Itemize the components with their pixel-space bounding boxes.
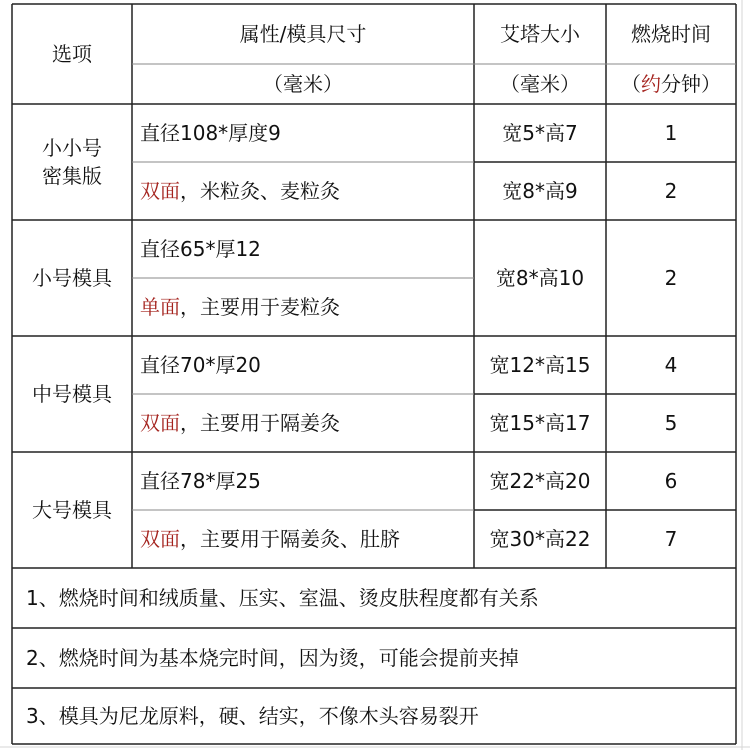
usage-cell [132,510,474,568]
header-property-unit [132,64,474,104]
moxa-size-text: 宽22*高20 [489,469,591,493]
option-name-line1: 小小号 [42,136,102,160]
usage-cell [132,394,474,452]
burn-time-cell [606,510,736,568]
option-name: 大号模具 [32,498,112,522]
option-cell-xxs [12,104,132,220]
header-burn-time-text: 燃烧时间 [631,22,711,46]
spec-cell [132,452,474,510]
header-burn-time-unit [606,64,736,104]
burn-time-cell [606,336,736,394]
header-burn-time-approx: 约 [641,72,661,96]
moxa-size-text: 宽15*高17 [489,411,591,435]
note-text: 3、模具为尼龙原料，硬、结实，不像木头容易裂开 [26,704,479,728]
header-moxa-size-unit [474,64,606,104]
side-type-label: 单面 [140,295,180,319]
usage-cell [132,278,474,336]
note-row [12,568,736,628]
usage-cell [132,162,474,220]
moxa-size-cell [474,510,606,568]
side-type-label: 双面 [140,179,180,203]
option-name: 小号模具 [32,266,112,290]
header-moxa-size [474,4,606,64]
header-option [12,4,132,104]
option-cell-large [12,452,132,568]
moxa-size-cell [474,104,606,162]
header-moxa-size-text: 艾塔大小 [500,22,580,46]
usage-text: ，主要用于麦粒灸 [180,295,340,319]
burn-time-cell [606,220,736,336]
moxa-size-text: 宽5*高7 [502,121,578,145]
burn-time-text: 1 [664,121,678,145]
moxa-size-cell [474,336,606,394]
side-type-label: 双面 [140,411,180,435]
header-property-text: 属性/模具尺寸 [239,22,367,46]
moxa-size-cell [474,162,606,220]
moxa-size-cell [474,220,606,336]
header-burn-time-minutes: 分钟） [661,72,721,96]
burn-time-cell [606,452,736,510]
spec-text: 直径65*厚12 [140,237,261,261]
option-name: 中号模具 [32,382,112,406]
header-property [132,4,474,64]
moxa-size-cell [474,452,606,510]
note-text: 1、燃烧时间和绒质量、压实、室温、烫皮肤程度都有关系 [26,586,539,610]
burn-time-cell [606,394,736,452]
note-text: 2、燃烧时间为基本烧完时间，因为烫，可能会提前夹掉 [26,646,519,670]
burn-time-text: 7 [664,527,678,551]
spec-cell [132,220,474,278]
spec-text: 直径108*厚度9 [140,121,281,145]
header-property-unit-text: （毫米） [263,72,343,96]
moxa-size-text: 宽12*高15 [489,353,591,377]
burn-time-text: 5 [664,411,678,435]
header-moxa-size-unit-text: （毫米） [500,72,580,96]
moxa-size-text: 宽8*高9 [502,179,578,203]
option-cell-medium [12,336,132,452]
header-burn-time-paren: （ [621,72,641,96]
moxa-size-text: 宽8*高10 [495,266,585,290]
header-option-text: 选项 [52,42,92,66]
spec-cell [132,104,474,162]
header-burn-time [606,4,736,64]
spec-text: 直径70*厚20 [140,353,261,377]
note-row [12,628,736,688]
burn-time-text: 2 [664,266,678,290]
side-type-label: 双面 [140,527,180,551]
usage-text: ，主要用于隔姜灸、肚脐 [180,527,400,551]
usage-text: ，主要用于隔姜灸 [180,411,340,435]
usage-text: ，米粒灸、麦粒灸 [180,179,340,203]
burn-time-text: 6 [664,469,678,493]
burn-time-text: 4 [664,353,678,377]
burn-time-cell [606,104,736,162]
spec-text: 直径78*厚25 [140,469,261,493]
moxa-size-text: 宽30*高22 [489,527,591,551]
note-row [12,688,736,744]
moxa-size-cell [474,394,606,452]
burn-time-text: 2 [664,179,678,203]
spec-cell [132,336,474,394]
option-cell-small [12,220,132,336]
burn-time-cell [606,162,736,220]
option-name-line2: 密集版 [42,164,102,188]
